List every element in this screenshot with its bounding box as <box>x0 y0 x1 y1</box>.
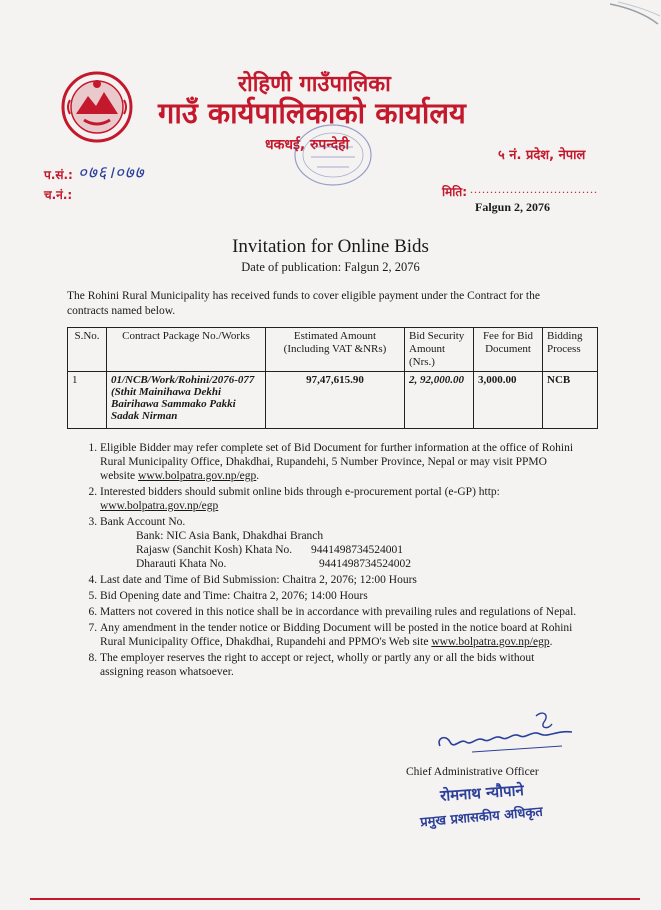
col-package: Contract Package No./Works <box>107 328 266 372</box>
dharauti-label: Dharauti Khata No. <box>136 558 227 570</box>
term-2-text: Interested bidders should submit online bids through e-procurement portal (e-GP) http: <box>100 486 500 498</box>
signatory-name-stamp: रोमनाथ न्यौपाने <box>439 781 525 805</box>
page-curl-mark <box>600 0 661 30</box>
letterhead-municipality: रोहिणी गाउँपालिका <box>238 72 391 97</box>
bank-name: Bank: NIC Asia Bank, Dhakdhai Branch <box>136 530 324 542</box>
reference-number-value: ०७६।०७७ <box>78 163 145 183</box>
cell-security: 2, 92,000.00 <box>405 372 474 429</box>
table-row <box>68 372 598 429</box>
term-1-end: . <box>256 470 260 482</box>
reference-number-label: प.सं.: <box>44 168 73 182</box>
cell-process: NCB <box>543 372 598 429</box>
date-dotted-line: ................................ <box>470 182 598 196</box>
signatory-title: Chief Administrative Officer <box>406 766 539 778</box>
egp-link[interactable]: www.bolpatra.gov.np/egp <box>100 500 219 512</box>
footer-rule <box>30 898 640 900</box>
col-process: Bidding Process <box>543 328 598 372</box>
list-item <box>100 589 580 603</box>
terms-list <box>78 441 580 681</box>
term-7-end: . <box>549 636 553 648</box>
rajasw-label: Rajasw (Sanchit Kosh) Khata No. <box>136 544 293 556</box>
signatory-role-stamp: प्रमुख प्रशासकीय अधिकृत <box>419 804 544 831</box>
term-4-text: Last date and Time of Bid Submission: Chaitra 2, 2076; 12:00 Hours <box>100 574 417 586</box>
letterhead-location: धकधई, रुपन्देही <box>265 137 350 153</box>
signature-icon <box>432 708 582 763</box>
cell-fee: 3,000.00 <box>474 372 543 429</box>
office-stamp-icon <box>283 117 383 197</box>
rajasw-row <box>136 543 580 557</box>
term-5-text: Bid Opening date and Time: Chaitra 2, 2076; 14:00 Hours <box>100 590 368 602</box>
date-value: Falgun 2, 2076 <box>475 200 551 214</box>
table-header-row <box>68 328 598 372</box>
list-item <box>100 651 580 679</box>
bank-details <box>100 529 580 571</box>
nepal-emblem-icon <box>60 70 134 144</box>
letterhead-office: गाउँ कार्यपालिकाको कार्यालय <box>158 96 466 130</box>
list-item <box>100 441 580 483</box>
col-estimate: Estimated Amount (Including VAT &NRs) <box>266 328 405 372</box>
cell-sno: 1 <box>68 372 107 429</box>
col-fee: Fee for Bid Document <box>474 328 543 372</box>
list-item <box>100 485 580 513</box>
ppmo-link[interactable]: www.bolpatra.gov.np/egp <box>138 470 257 482</box>
contract-table <box>67 327 598 429</box>
term-7-text: Any amendment in the tender notice or Bidding Document will be posted in the notice board at Rohini Rural Municipality Office, Dhakdhai, Rupandehi and PPMO's Web site <box>100 622 573 648</box>
rajasw-number: 9441498734524001 <box>311 544 403 556</box>
ppmo-notice-link[interactable]: www.bolpatra.gov.np/egp <box>431 636 550 648</box>
date-label: मिति: <box>442 185 468 199</box>
list-item <box>100 621 580 649</box>
publication-date: Date of publication: Falgun 2, 2076 <box>241 260 420 274</box>
list-item <box>100 605 580 619</box>
notice-title: Invitation for Online Bids <box>232 236 429 257</box>
cell-package: 01/NCB/Work/Rohini/2076-077 (Sthit Mainihawa Dekhi Bairihawa Sammako Pakki Sadak Nirman <box>107 372 266 429</box>
dharauti-number: 9441498734524002 <box>319 558 411 570</box>
cell-estimate: 97,47,615.90 <box>266 372 405 429</box>
term-6-text: Matters not covered in this notice shall be in accordance with prevailing rules and regulations of Nepal. <box>100 606 577 618</box>
term-1-text: Eligible Bidder may refer complete set of Bid Document for further information at the office of Rohini Rural Municipality Office, Dhakdhai, Rupandehi, 5 Number Province, Nepal or may visit PPMO website <box>100 442 574 482</box>
list-item <box>100 515 580 571</box>
term-8-text: The employer reserves the right to accept or reject, wholly or partly any or all the bids without assigning reason whatsoever. <box>100 652 535 678</box>
notice-intro: The Rohini Rural Municipality has received funds to cover eligible payment under the Contract for the contracts named below. <box>67 290 540 317</box>
list-item <box>100 573 580 587</box>
letterhead-province: ५ नं. प्रदेश, नेपाल <box>498 148 586 163</box>
term-3-text: Bank Account No. <box>100 516 186 528</box>
dharauti-row <box>136 557 580 571</box>
col-sno: S.No. <box>68 328 107 372</box>
dispatch-number-label: च.नं.: <box>44 188 73 202</box>
col-security: Bid Security Amount (Nrs.) <box>405 328 474 372</box>
